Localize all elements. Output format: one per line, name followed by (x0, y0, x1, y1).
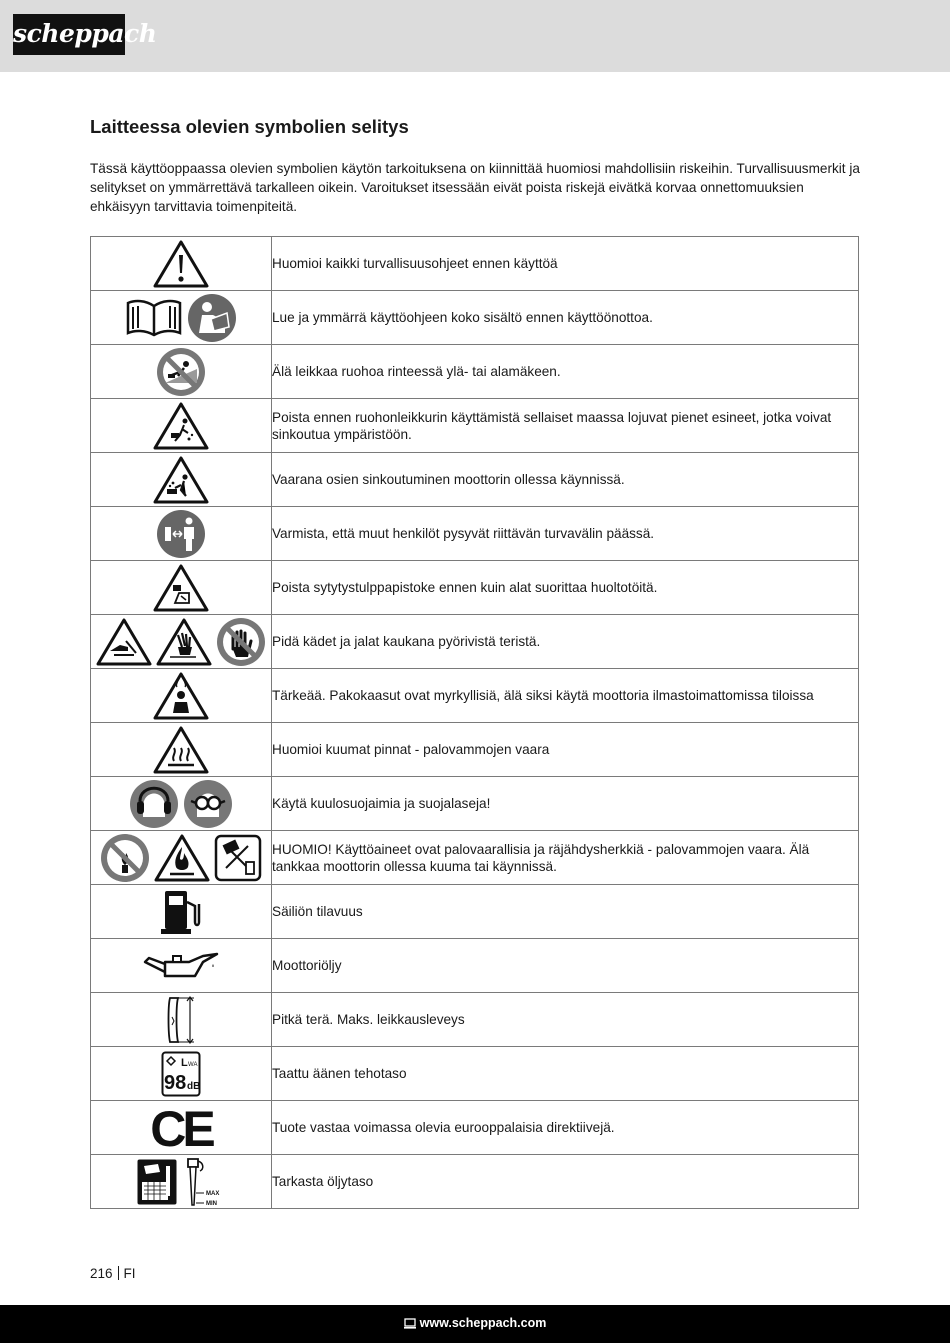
symbol-description: HUOMIO! Käyttöaineet ovat palovaarallisia ja räjähdysherkkiä - palovammojen vaara. Älä tankkaa moottorin ollessa kuuma tai käynnissä. (272, 831, 859, 885)
symbol-cell (91, 723, 272, 777)
ce-mark-icon (146, 1105, 216, 1151)
brand-logo: scheppach (13, 14, 125, 55)
symbol-description: Käytä kuulosuojaimia ja suojalaseja! (272, 777, 859, 831)
no-slope-mowing-icon (156, 347, 206, 397)
oil-can-icon (143, 948, 219, 984)
symbol-cell (91, 561, 272, 615)
eye-protection-icon (183, 779, 233, 829)
page-number-value: 216 (90, 1266, 113, 1281)
section-title: Laitteessa olevien symbolien selitys (90, 116, 409, 137)
computer-icon (404, 1318, 416, 1329)
ear-protection-icon (129, 779, 179, 829)
sound-power-value: 98 (164, 1071, 187, 1094)
symbols-table (90, 236, 859, 1209)
symbol-description: Älä leikkaa ruohoa rinteessä ylä- tai alamäkeen. (272, 345, 859, 399)
warning-exclamation-icon (153, 239, 209, 289)
table-row (91, 507, 859, 561)
table-row (91, 939, 859, 993)
symbol-description: Säiliön tilavuus (272, 885, 859, 939)
table-row (91, 831, 859, 885)
symbol-description: Pitkä terä. Maks. leikkausleveys (272, 993, 859, 1047)
table-row (91, 885, 859, 939)
table-row (91, 669, 859, 723)
dipstick-max-label: MAX (206, 1190, 220, 1197)
table-row (91, 993, 859, 1047)
no-refuel-running-icon (214, 834, 262, 882)
table-row (91, 345, 859, 399)
website-link[interactable]: www.scheppach.com (419, 1316, 547, 1330)
symbol-cell (91, 345, 272, 399)
symbol-cell (91, 885, 272, 939)
open-book-icon (125, 298, 183, 338)
symbol-description: Pidä kädet ja jalat kaukana pyörivistä teristä. (272, 615, 859, 669)
symbol-cell (91, 291, 272, 345)
page-number (90, 1266, 136, 1281)
symbol-description: Taattu äänen tehotaso (272, 1047, 859, 1101)
symbol-cell (91, 237, 272, 291)
symbol-cell (91, 939, 272, 993)
table-row (91, 777, 859, 831)
symbol-description: Varmista, että muut henkilöt pysyvät riittävän turvavälin päässä. (272, 507, 859, 561)
symbol-description: Poista ennen ruohonleikkurin käyttämistä sellaiset maassa lojuvat pienet esineet, jotka voivat sinkoutua ympäristöön. (272, 399, 859, 453)
symbol-description: Moottoriöljy (272, 939, 859, 993)
table-row (91, 291, 859, 345)
intro-paragraph: Tässä käyttöoppaassa olevien symbolien käytön tarkoituksena on kiinnittää huomiosi mahdollisiin riskeihin. Turvallisuusmerkit ja selitykset on ymmärrettävä tarkalleen oikein. Varoitukset itsessään eivät poista riskejä eivätkä korvaa onnettomuuksien ehkäisyyn tarvittavia toimenpiteitä. (90, 161, 860, 214)
symbol-description: Vaarana osien sinkoutuminen moottorin ollessa käynnissä. (272, 453, 859, 507)
table-row (91, 723, 859, 777)
symbol-description: Tarkasta öljytaso (272, 1155, 859, 1209)
keep-distance-icon (156, 509, 206, 559)
symbol-cell (91, 777, 272, 831)
sound-power-unit-sub: WA (188, 1061, 198, 1068)
symbol-cell (91, 399, 272, 453)
symbol-cell (91, 831, 272, 885)
symbol-cell (91, 507, 272, 561)
symbol-description: Poista sytytystulppapistoke ennen kuin alat suorittaa huoltotöitä. (272, 561, 859, 615)
table-row (91, 561, 859, 615)
sound-power-icon (161, 1051, 201, 1097)
table-row (91, 399, 859, 453)
page-language: FI (123, 1266, 136, 1281)
dipstick-icon (182, 1157, 226, 1207)
symbol-description: Lue ja ymmärrä käyttöohjeen koko sisältö ennen käyttöönottoa. (272, 291, 859, 345)
symbol-cell (91, 615, 272, 669)
foot-blade-warning-icon (96, 617, 152, 667)
check-oil-icon (136, 1158, 178, 1206)
read-manual-icon (187, 293, 237, 343)
page-footer (0, 1305, 950, 1343)
thrown-objects-warning-icon (153, 401, 209, 451)
symbol-description: Huomioi kaikki turvallisuusohjeet ennen käyttöä (272, 237, 859, 291)
symbol-cell (91, 1047, 272, 1101)
flammable-warning-icon (154, 833, 210, 883)
table-row (91, 1047, 859, 1101)
table-row (91, 1101, 859, 1155)
hand-blade-warning-icon (156, 617, 212, 667)
table-row (91, 453, 859, 507)
no-hands-icon (216, 617, 266, 667)
blade-width-icon (164, 995, 198, 1045)
symbol-cell (91, 1155, 272, 1209)
table-row (91, 615, 859, 669)
sound-power-unit-label: L (181, 1056, 188, 1069)
symbol-cell (91, 453, 272, 507)
table-row (91, 237, 859, 291)
hot-surface-warning-icon (153, 725, 209, 775)
toxic-fumes-warning-icon (153, 671, 209, 721)
dipstick-min-label: MIN (206, 1200, 217, 1207)
symbol-description: Huomioi kuumat pinnat - palovammojen vaara (272, 723, 859, 777)
ce-mark-text: CE (150, 1104, 212, 1151)
symbol-description: Tuote vastaa voimassa olevia eurooppalaisia direktiivejä. (272, 1101, 859, 1155)
symbol-description: Tärkeää. Pakokaasut ovat myrkyllisiä, älä siksi käytä moottoria ilmastoimattomissa tiloissa (272, 669, 859, 723)
symbol-cell (91, 669, 272, 723)
no-open-flame-icon (100, 833, 150, 883)
symbol-cell (91, 993, 272, 1047)
page-header (0, 0, 950, 72)
sound-power-unit: dB (187, 1080, 201, 1092)
fuel-pump-icon (157, 888, 205, 936)
ejected-parts-warning-icon (153, 455, 209, 505)
spark-plug-warning-icon (153, 563, 209, 613)
symbol-cell (91, 1101, 272, 1155)
page-number-divider (118, 1266, 119, 1280)
table-row (91, 1155, 859, 1209)
